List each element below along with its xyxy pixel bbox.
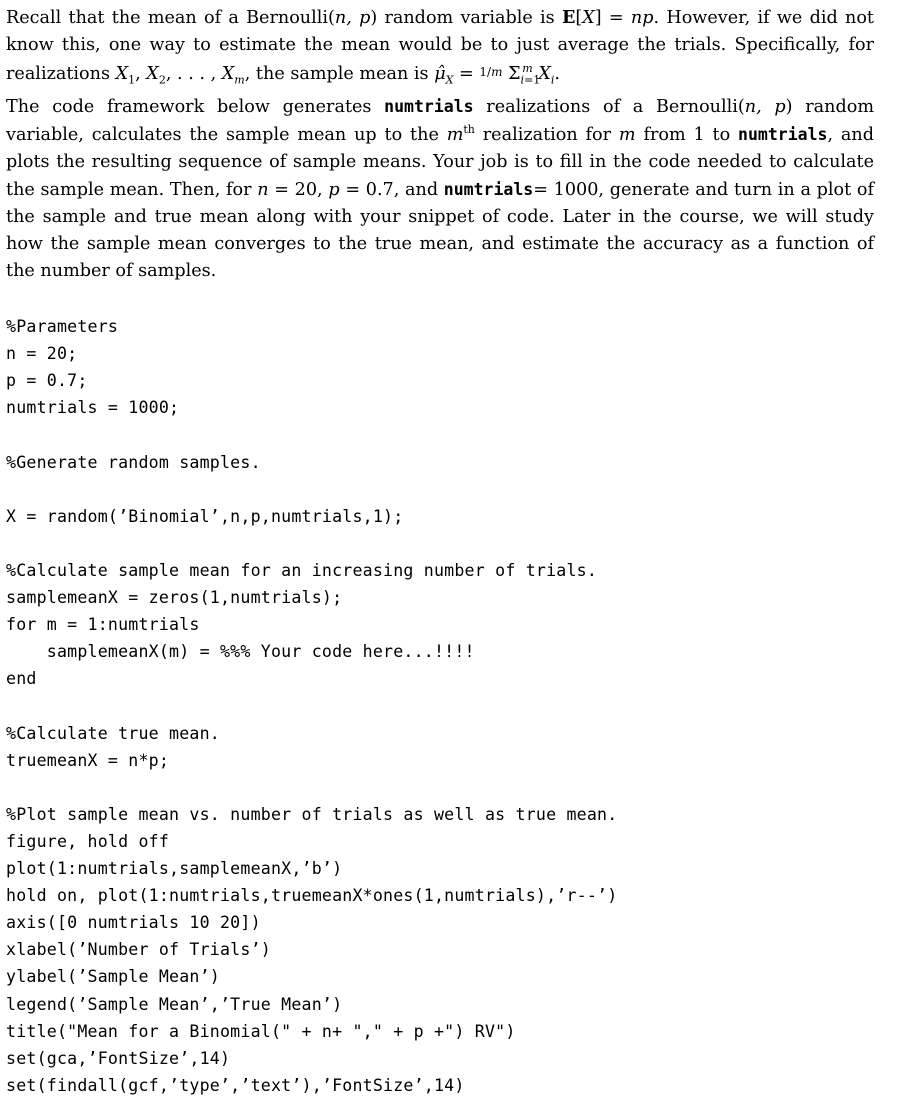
code-line: p = 0.7; [6,371,88,391]
code-line: numtrials = 1000; [6,398,180,418]
code-line: title("Mean for a Binomial(" + n+ "," + p +") RV") [6,1021,516,1041]
code-line: xlabel(’Number of Trials’) [6,940,271,960]
code-line: for m = 1:numtrials [6,615,200,635]
text-run: , and [393,180,444,200]
instructions-paragraph: The code framework below generates numtrials realizations of a Bernoulli(n, p) random variable, calculates the sample mean up to the $m^{th}$ realization for m from 1 to numtrials, and plots the resulting sequence of sample means. Your job is to fill in the code needed to calculate the sample mean. Then, for n = 20, p = 0.7, and numtrials= 1000, generate and turn in a plot of the sample and true mean along with your snippet of code. Later in the course, we will study how the sample mean converges to the true mean, and estimate the accuracy as a function of the number of samples. [6,97,875,281]
code-line: end [6,669,37,689]
code-line: set(gca,’FontSize’,14) [6,1048,231,1068]
code-line: X = random(’Binomial’,n,p,numtrials,1); [6,506,404,526]
intro-paragraph: Recall that the mean of a Bernoulli(n, p) random variable is E[X] = np. However, if we did not know this, one way to estimate the mean would be to just average the trials. Specifically, for realizations $X_1$, $X_2$, . . . , $X_m$, the sample mean is $\mû_X = 1/m$ $\Sigma_{i=1}^m$ $X_i$. [6,7,874,87]
code-line: samplemeanX = zeros(1,numtrials); [6,588,343,607]
text-run: ) random variable, calculates the sample mean up to the [6,97,875,145]
text-run: realization for [474,125,619,145]
inline-code-numtrials: numtrials [738,125,828,144]
text-run: , the sample mean is [244,64,435,84]
code-line: axis([0 numtrials 10 20]) [6,913,261,933]
code-line: truemeanX = n*p; [6,750,170,770]
text-run: , and plots the resulting sequence of sample means. Your job is to fill in the code needed to calculate the sample mean. Then, for [6,125,874,200]
code-line: n = 20; [6,344,78,364]
text-run: = 1000, generate and turn in a plot of the sample and true mean along with your snippet of code. Later in the course, we will study how the sample mean converges to the true mean, and estimate the accuracy as a function of the number of samples. [6,180,874,281]
text-run: . However, if we did not know this, one way to estimate the mean would be to just average the trials. Specifically, for realizations [6,8,874,84]
code-line: hold on, plot(1:numtrials,truemeanX*ones(1,numtrials),’r--’) [6,886,618,906]
code-line: %Plot sample mean vs. number of trials as well as true mean. [6,804,618,824]
text-run: realizations of a Bernoulli( [473,97,745,117]
code-line: set(findall(gcf,’type’,’text’),’FontSize’,14) [6,1075,465,1095]
code-line: %Calculate true mean. [6,723,220,743]
text-run: from 1 to [635,125,739,145]
code-line: samplemeanX(m) = %%% Your code here...!!!! [6,642,475,662]
code-line: plot(1:numtrials,samplemeanX,’b’) [6,859,343,878]
code-line: legend(’Sample Mean’,’True Mean’) [6,994,343,1014]
code-line: ylabel(’Sample Mean’) [6,967,220,987]
inline-code-numtrials: numtrials [384,97,474,116]
text-run: . [554,64,560,84]
code-line: %Calculate sample mean for an increasing number of trials. [6,560,598,580]
code-line: %Generate random samples. [6,452,261,472]
code-line: figure, hold off [6,831,170,851]
code-line: %Parameters [6,317,119,336]
inline-code-numtrials: numtrials [443,180,534,199]
text-run: Recall that the mean of a Bernoulli( [6,8,335,28]
text-run: The code framework below generates [6,97,385,117]
text-run: ) random variable is [370,8,562,28]
